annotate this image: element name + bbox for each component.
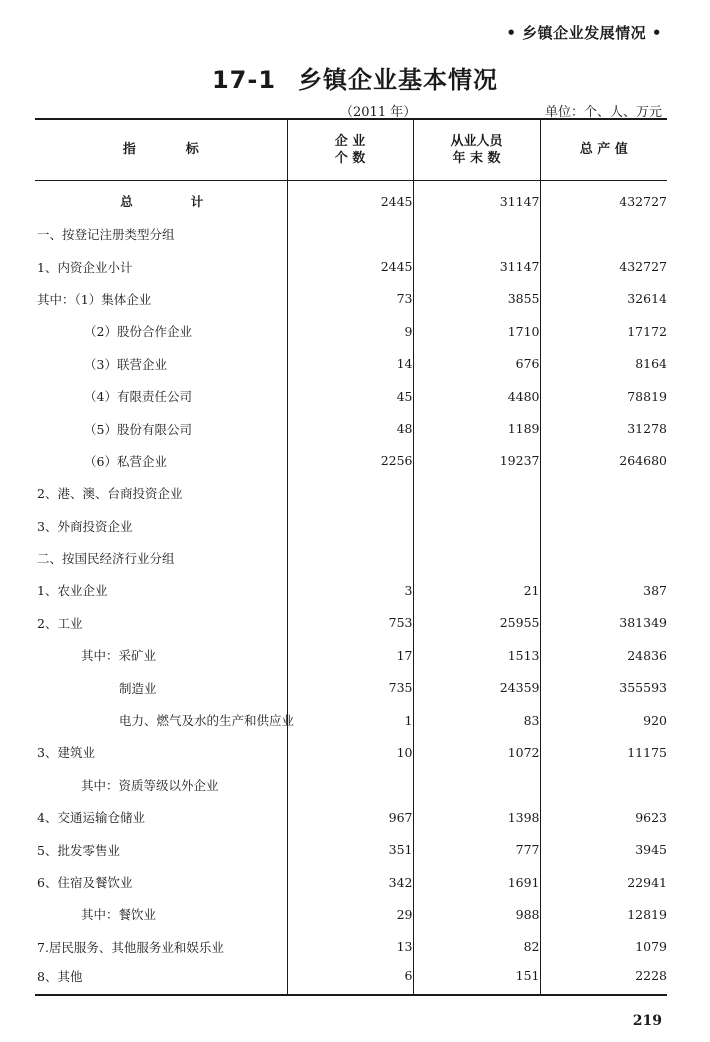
- row-label: 6、住宿及餐饮业: [37, 875, 133, 890]
- cell-employees: 1691: [413, 866, 540, 898]
- cell-employees: 31147: [413, 180, 540, 218]
- row-label: （5）股份有限公司: [84, 421, 192, 437]
- cell-enterprises: 2445: [287, 250, 413, 282]
- table-row: [35, 218, 667, 250]
- cell-employees: 1189: [413, 412, 540, 444]
- cell-employees: [413, 218, 540, 250]
- cell-employees: 1513: [413, 639, 540, 671]
- table-row: [35, 931, 667, 963]
- row-label: 5、批发零售业: [37, 842, 120, 858]
- cell-output: 432727: [540, 250, 667, 282]
- header-enterprises-line: 个 数: [334, 150, 366, 166]
- row-label: 其中：资质等级以外企业: [81, 777, 219, 793]
- cell-enterprises: 14: [287, 348, 413, 380]
- table-row: [35, 315, 667, 347]
- cell-enterprises: [287, 542, 413, 574]
- row-label: （4）有限责任公司: [84, 389, 192, 405]
- cell-enterprises: 967: [287, 801, 413, 833]
- header-output: 总 产 值: [540, 119, 667, 180]
- table-row: [35, 704, 667, 736]
- row-label: 3、建筑业: [37, 745, 95, 761]
- table-row: [35, 963, 667, 995]
- cell-output: 31278: [540, 412, 667, 444]
- header-indicator: [35, 119, 287, 180]
- cell-output: 17172: [540, 315, 667, 347]
- table-row: [35, 380, 667, 412]
- table-row: [35, 510, 667, 542]
- unit-label: 单位：个、人、万元: [544, 105, 662, 120]
- cell-employees: 3855: [413, 283, 540, 315]
- cell-enterprises: 351: [287, 833, 413, 865]
- cell-employees: [413, 477, 540, 509]
- cell-employees: 83: [413, 704, 540, 736]
- header-employees: [413, 119, 540, 180]
- cell-employees: 82: [413, 931, 540, 963]
- cell-output: 355593: [540, 671, 667, 703]
- cell-employees: 151: [413, 963, 540, 995]
- cell-employees: [413, 510, 540, 542]
- header-employees-line: 从业人员: [450, 133, 503, 149]
- cell-employees: 24359: [413, 671, 540, 703]
- cell-enterprises: [287, 477, 413, 509]
- cell-output: 432727: [540, 180, 667, 218]
- table-title-text: 乡镇企业基本情况: [298, 66, 499, 94]
- table-row: [35, 898, 667, 930]
- cell-output: [540, 218, 667, 250]
- row-label-total: [35, 180, 287, 218]
- row-label: 二、按国民经济行业分组: [37, 551, 175, 567]
- row-label: （6）私营企业: [84, 453, 167, 469]
- total-label-part: 计: [190, 194, 204, 210]
- cell-employees: 676: [413, 348, 540, 380]
- table-row: [35, 866, 667, 898]
- table-row-total: [35, 180, 667, 218]
- cell-enterprises: 1: [287, 704, 413, 736]
- cell-output: 32614: [540, 283, 667, 315]
- table-row: [35, 283, 667, 315]
- header-employees-line: 年 末 数: [452, 150, 501, 166]
- table-title: [0, 60, 710, 95]
- table-row: [35, 250, 667, 282]
- table-row: [35, 542, 667, 574]
- year-label: （2011 年）: [340, 105, 417, 120]
- cell-output: [540, 477, 667, 509]
- cell-output: 920: [540, 704, 667, 736]
- cell-employees: 1072: [413, 736, 540, 768]
- cell-output: [540, 510, 667, 542]
- row-label: 7.居民服务、其他服务业和娱乐业: [37, 939, 224, 955]
- cell-enterprises: [287, 769, 413, 801]
- table-row: [35, 348, 667, 380]
- cell-enterprises: 342: [287, 866, 413, 898]
- cell-enterprises: 9: [287, 315, 413, 347]
- row-label: 2、工业: [37, 615, 83, 631]
- cell-employees: 1398: [413, 801, 540, 833]
- data-table: [35, 118, 667, 996]
- row-label: 4、交通运输仓储业: [37, 810, 145, 826]
- row-label: 一、按登记注册类型分组: [37, 227, 175, 243]
- row-label: 制造业: [119, 680, 157, 696]
- cell-enterprises: 2256: [287, 445, 413, 477]
- cell-employees: 31147: [413, 250, 540, 282]
- cell-output: 264680: [540, 445, 667, 477]
- header-indicator-part: 指: [122, 142, 136, 158]
- cell-output: 11175: [540, 736, 667, 768]
- cell-employees: [413, 542, 540, 574]
- cell-enterprises: 13: [287, 931, 413, 963]
- table-row: [35, 574, 667, 606]
- row-label: 1、内资企业小计: [37, 259, 133, 275]
- row-label: 其中：采矿业: [81, 648, 157, 664]
- cell-enterprises: [287, 510, 413, 542]
- table-row: [35, 477, 667, 509]
- table-row: [35, 736, 667, 768]
- cell-employees: 4480: [413, 380, 540, 412]
- cell-enterprises: 17: [287, 639, 413, 671]
- cell-enterprises: 73: [287, 283, 413, 315]
- row-label: （3）联营企业: [84, 356, 167, 372]
- table-row: [35, 671, 667, 703]
- cell-output: 1079: [540, 931, 667, 963]
- total-label-part: 总: [120, 194, 133, 210]
- cell-output: 8164: [540, 348, 667, 380]
- table-row: [35, 412, 667, 444]
- header-enterprises-line: 企 业: [334, 133, 366, 149]
- row-label: 2、港、澳、台商投资企业: [37, 486, 183, 502]
- table-row: [35, 607, 667, 639]
- cell-enterprises: 735: [287, 671, 413, 703]
- row-label: 1、农业企业: [37, 583, 108, 599]
- cell-output: [540, 542, 667, 574]
- row-label: 3、外商投资企业: [37, 518, 133, 534]
- cell-output: 3945: [540, 833, 667, 865]
- cell-output: 381349: [540, 607, 667, 639]
- cell-enterprises: 753: [287, 607, 413, 639]
- row-label: （2）股份合作企业: [84, 324, 192, 340]
- row-label: 8、其他: [35, 963, 287, 995]
- cell-employees: 988: [413, 898, 540, 930]
- cell-enterprises: 10: [287, 736, 413, 768]
- cell-output: 24836: [540, 639, 667, 671]
- header-enterprises: [287, 119, 413, 180]
- table-row: [35, 801, 667, 833]
- cell-enterprises: [287, 218, 413, 250]
- cell-employees: 25955: [413, 607, 540, 639]
- table-row: [35, 445, 667, 477]
- row-label: 电力、燃气及水的生产和供应业: [119, 713, 295, 729]
- cell-output: 22941: [540, 866, 667, 898]
- cell-enterprises: 48: [287, 412, 413, 444]
- cell-output: 387: [540, 574, 667, 606]
- cell-enterprises: 2445: [287, 180, 413, 218]
- cell-enterprises: 6: [287, 963, 413, 995]
- cell-employees: [413, 769, 540, 801]
- page-number: 219: [632, 1013, 662, 1029]
- cell-output: [540, 769, 667, 801]
- header-indicator-part: 标: [185, 142, 199, 158]
- cell-employees: 19237: [413, 445, 540, 477]
- table-header-row: [35, 119, 667, 180]
- cell-enterprises: 45: [287, 380, 413, 412]
- table-number: 17-1: [211, 66, 277, 94]
- cell-employees: 21: [413, 574, 540, 606]
- running-header: • 乡镇企业发展情况 •: [506, 24, 662, 42]
- table-row: [35, 769, 667, 801]
- cell-output: 9623: [540, 801, 667, 833]
- table-row: [35, 833, 667, 865]
- row-label: 其中：（1）集体企业: [37, 291, 152, 307]
- cell-output: 78819: [540, 380, 667, 412]
- cell-output: 2228: [540, 963, 667, 995]
- cell-enterprises: 3: [287, 574, 413, 606]
- cell-output: 12819: [540, 898, 667, 930]
- cell-employees: 777: [413, 833, 540, 865]
- cell-enterprises: 29: [287, 898, 413, 930]
- row-label: 其中：餐饮业: [81, 907, 157, 923]
- cell-employees: 1710: [413, 315, 540, 347]
- table-row: [35, 639, 667, 671]
